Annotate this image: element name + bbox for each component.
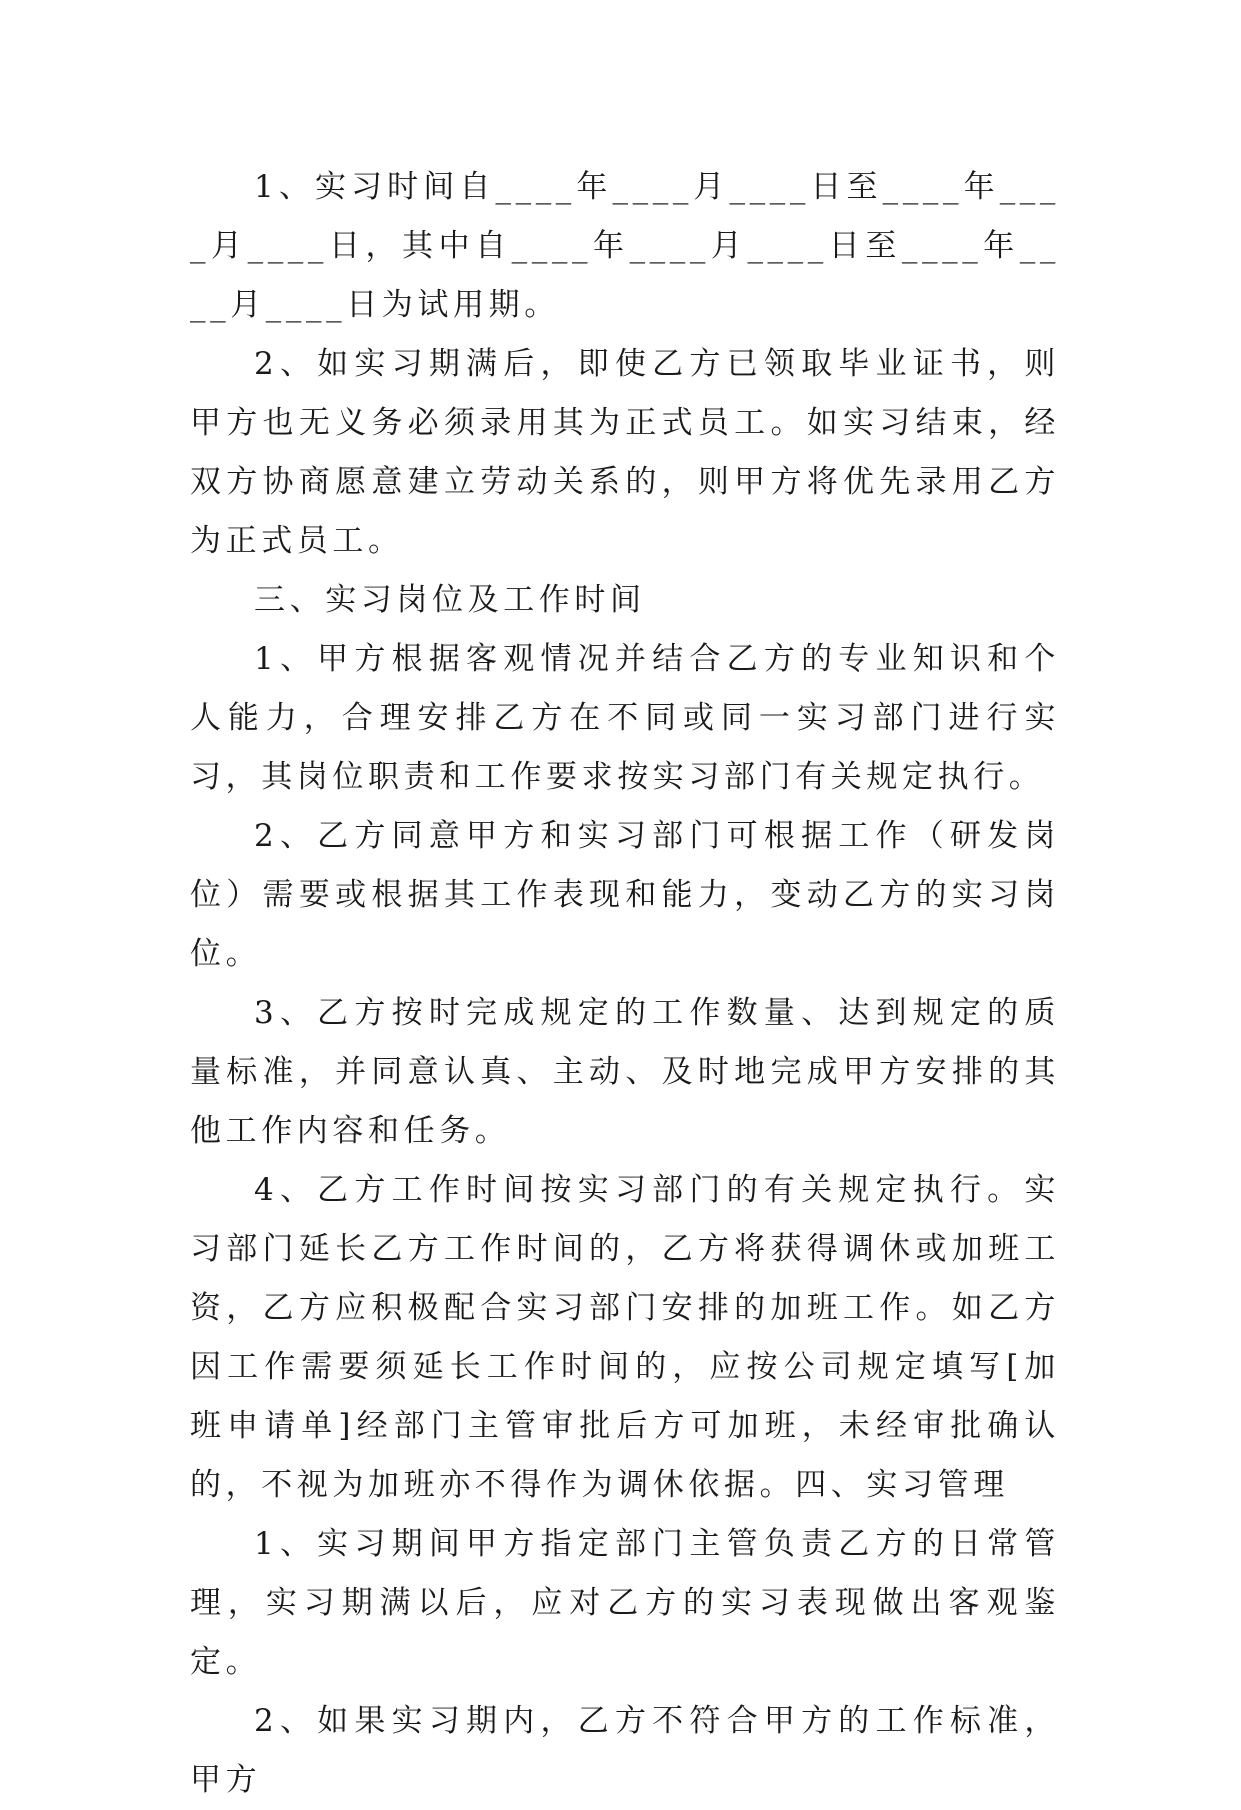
- paragraph-work-quality: 3、乙方按时完成规定的工作数量、达到规定的质量标准，并同意认真、主动、及时地完成甲方安排的其他工作内容和任务。: [190, 995, 1060, 1149]
- document-page: [190, 158, 1060, 1810]
- paragraph-internship-management: 1、实习期间甲方指定部门主管负责乙方的日常管理，实习期满以后，应对乙方的实习表现做出客观鉴定。: [190, 1526, 1060, 1680]
- paragraph-standards: 2、如果实习期内，乙方不符合甲方的工作标准，甲方: [190, 1703, 1060, 1798]
- paragraph-position-change: 2、乙方同意甲方和实习部门可根据工作（研发岗位）需要或根据其工作表现和能力，变动乙方的实习岗位。: [190, 818, 1060, 972]
- paragraph-working-hours: 4、乙方工作时间按实习部门的有关规定执行。实习部门延长乙方工作时间的，乙方将获得调休或加班工资，乙方应积极配合实习部门安排的加班工作。如乙方因工作需要须延长工作时间的，应按公司规定填写[加班申请单]经部门主管审批后方可加班，未经审批确认的，不视为加班亦不得作为调休依据。四、实习管理: [190, 1172, 1060, 1503]
- section-heading-positions-and-hours: 三、实习岗位及工作时间: [254, 582, 646, 618]
- paragraph-position-arrangement: 1、甲方根据客观情况并结合乙方的专业知识和个人能力，合理安排乙方在不同或同一实习部门进行实习，其岗位职责和工作要求按实习部门有关规定执行。: [190, 641, 1060, 795]
- paragraph-internship-period: 1、实习时间自____年____月____日至____年____月____日，其中自____年____月____日至____年____月____日为试用期。: [190, 169, 1060, 323]
- paragraph-employment-after-internship: 2、如实习期满后，即使乙方已领取毕业证书，则甲方也无义务必须录用其为正式员工。如实习结束，经双方协商愿意建立劳动关系的，则甲方将优先录用乙方为正式员工。: [190, 346, 1060, 559]
